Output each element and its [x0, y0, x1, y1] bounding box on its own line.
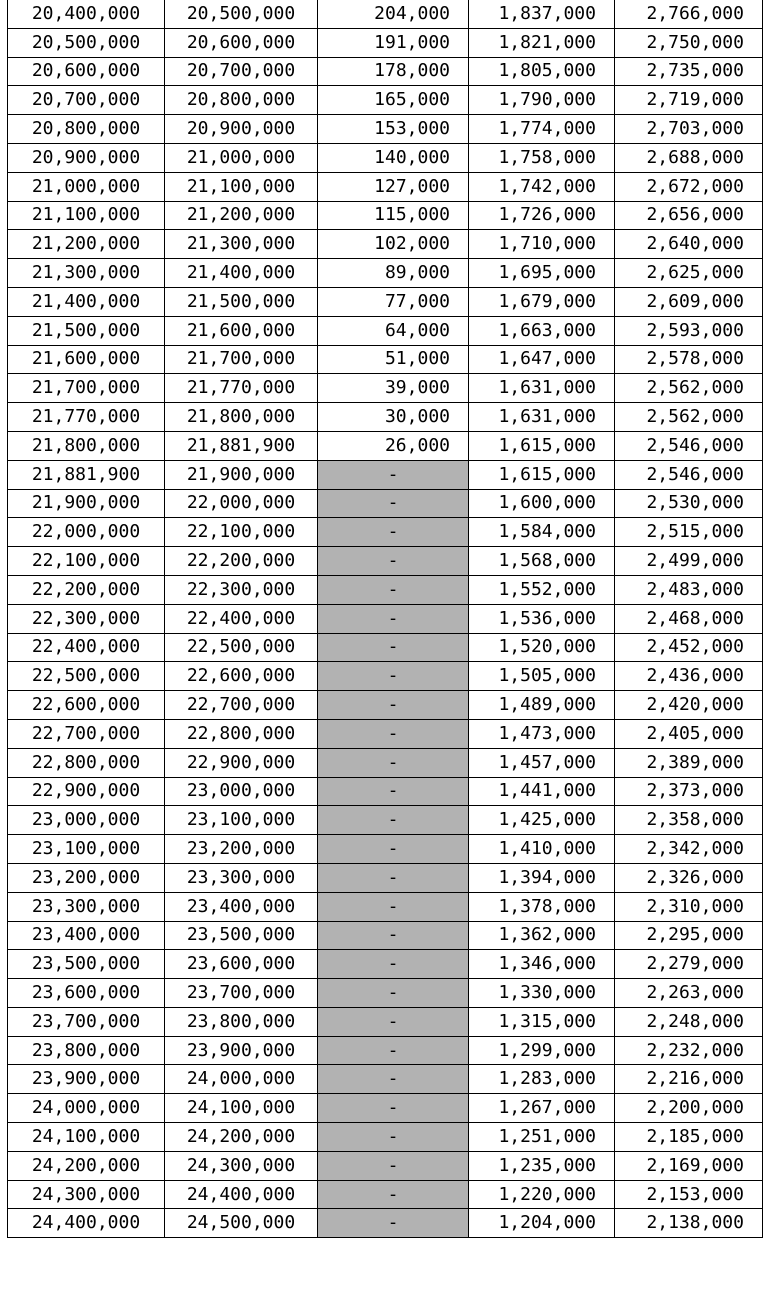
amount-c-cell: 2,703,000	[615, 115, 763, 144]
range-from-cell: 21,100,000	[8, 201, 165, 230]
range-from-cell: 23,200,000	[8, 863, 165, 892]
amount-b-cell: 1,821,000	[469, 28, 615, 57]
range-to-cell: 22,700,000	[165, 691, 318, 720]
amount-c-cell: 2,326,000	[615, 863, 763, 892]
amount-c-cell: 2,719,000	[615, 86, 763, 115]
amount-b-cell: 1,790,000	[469, 86, 615, 115]
amount-c-cell: 2,200,000	[615, 1094, 763, 1123]
table-row	[8, 57, 763, 86]
amount-c-cell: 2,515,000	[615, 518, 763, 547]
range-from-cell: 23,100,000	[8, 835, 165, 864]
amount-c-cell: 2,483,000	[615, 575, 763, 604]
amount-c-cell: 2,248,000	[615, 1007, 763, 1036]
amount-b-cell: 1,805,000	[469, 57, 615, 86]
range-from-cell: 24,200,000	[8, 1151, 165, 1180]
amount-b-cell: 1,536,000	[469, 604, 615, 633]
amount-c-cell: 2,562,000	[615, 403, 763, 432]
empty-shaded-cell: -	[318, 835, 469, 864]
range-to-cell: 20,500,000	[165, 0, 318, 28]
amount-a-cell: 64,000	[318, 316, 469, 345]
table-row	[8, 633, 763, 662]
table-row	[8, 201, 763, 230]
range-from-cell: 22,400,000	[8, 633, 165, 662]
amount-c-cell: 2,263,000	[615, 979, 763, 1008]
amount-c-cell: 2,389,000	[615, 748, 763, 777]
amount-c-cell: 2,405,000	[615, 719, 763, 748]
empty-shaded-cell: -	[318, 575, 469, 604]
amount-c-cell: 2,546,000	[615, 431, 763, 460]
range-to-cell: 23,100,000	[165, 806, 318, 835]
range-from-cell: 20,400,000	[8, 0, 165, 28]
range-from-cell: 22,500,000	[8, 662, 165, 691]
empty-shaded-cell: -	[318, 460, 469, 489]
amount-c-cell: 2,310,000	[615, 892, 763, 921]
amount-b-cell: 1,267,000	[469, 1094, 615, 1123]
empty-shaded-cell: -	[318, 1123, 469, 1152]
amount-a-cell: 127,000	[318, 172, 469, 201]
amount-c-cell: 2,295,000	[615, 921, 763, 950]
range-from-cell: 20,700,000	[8, 86, 165, 115]
range-from-cell: 22,200,000	[8, 575, 165, 604]
amount-c-cell: 2,169,000	[615, 1151, 763, 1180]
amount-c-cell: 2,216,000	[615, 1065, 763, 1094]
amount-b-cell: 1,600,000	[469, 489, 615, 518]
amount-b-cell: 1,679,000	[469, 287, 615, 316]
amount-a-cell: 30,000	[318, 403, 469, 432]
table-row	[8, 777, 763, 806]
amount-b-cell: 1,204,000	[469, 1209, 615, 1238]
range-to-cell: 20,900,000	[165, 115, 318, 144]
range-to-cell: 23,400,000	[165, 892, 318, 921]
empty-shaded-cell: -	[318, 489, 469, 518]
table-row	[8, 1151, 763, 1180]
range-from-cell: 21,400,000	[8, 287, 165, 316]
amount-a-cell: 39,000	[318, 374, 469, 403]
amount-a-cell: 153,000	[318, 115, 469, 144]
range-from-cell: 23,300,000	[8, 892, 165, 921]
table-row	[8, 259, 763, 288]
amount-b-cell: 1,615,000	[469, 431, 615, 460]
table-row	[8, 950, 763, 979]
amount-table	[7, 0, 763, 1238]
empty-shaded-cell: -	[318, 1007, 469, 1036]
amount-c-cell: 2,530,000	[615, 489, 763, 518]
range-from-cell: 23,800,000	[8, 1036, 165, 1065]
range-to-cell: 21,100,000	[165, 172, 318, 201]
range-to-cell: 24,400,000	[165, 1180, 318, 1209]
range-to-cell: 22,900,000	[165, 748, 318, 777]
range-to-cell: 22,300,000	[165, 575, 318, 604]
amount-c-cell: 2,593,000	[615, 316, 763, 345]
range-to-cell: 21,600,000	[165, 316, 318, 345]
amount-table-body	[8, 0, 763, 1238]
range-to-cell: 24,100,000	[165, 1094, 318, 1123]
table-row	[8, 287, 763, 316]
range-to-cell: 20,600,000	[165, 28, 318, 57]
empty-shaded-cell: -	[318, 950, 469, 979]
amount-c-cell: 2,232,000	[615, 1036, 763, 1065]
amount-b-cell: 1,726,000	[469, 201, 615, 230]
amount-b-cell: 1,663,000	[469, 316, 615, 345]
range-to-cell: 22,000,000	[165, 489, 318, 518]
range-to-cell: 21,000,000	[165, 143, 318, 172]
amount-b-cell: 1,837,000	[469, 0, 615, 28]
amount-b-cell: 1,394,000	[469, 863, 615, 892]
range-from-cell: 23,700,000	[8, 1007, 165, 1036]
range-from-cell: 23,600,000	[8, 979, 165, 1008]
table-row	[8, 748, 763, 777]
table-row	[8, 1036, 763, 1065]
range-to-cell: 21,700,000	[165, 345, 318, 374]
range-from-cell: 22,700,000	[8, 719, 165, 748]
range-to-cell: 22,100,000	[165, 518, 318, 547]
table-row	[8, 316, 763, 345]
table-row	[8, 230, 763, 259]
empty-shaded-cell: -	[318, 863, 469, 892]
range-from-cell: 20,600,000	[8, 57, 165, 86]
amount-c-cell: 2,735,000	[615, 57, 763, 86]
table-row	[8, 1007, 763, 1036]
amount-a-cell: 204,000	[318, 0, 469, 28]
amount-c-cell: 2,436,000	[615, 662, 763, 691]
amount-b-cell: 1,552,000	[469, 575, 615, 604]
table-row	[8, 892, 763, 921]
range-to-cell: 23,000,000	[165, 777, 318, 806]
amount-b-cell: 1,330,000	[469, 979, 615, 1008]
table-row	[8, 547, 763, 576]
table-row	[8, 403, 763, 432]
empty-shaded-cell: -	[318, 1151, 469, 1180]
amount-c-cell: 2,468,000	[615, 604, 763, 633]
table-row	[8, 835, 763, 864]
amount-b-cell: 1,283,000	[469, 1065, 615, 1094]
amount-c-cell: 2,578,000	[615, 345, 763, 374]
range-from-cell: 24,300,000	[8, 1180, 165, 1209]
range-to-cell: 21,500,000	[165, 287, 318, 316]
amount-b-cell: 1,473,000	[469, 719, 615, 748]
amount-b-cell: 1,378,000	[469, 892, 615, 921]
table-row	[8, 374, 763, 403]
amount-c-cell: 2,153,000	[615, 1180, 763, 1209]
amount-c-cell: 2,279,000	[615, 950, 763, 979]
range-to-cell: 23,600,000	[165, 950, 318, 979]
range-to-cell: 23,200,000	[165, 835, 318, 864]
table-row	[8, 460, 763, 489]
amount-c-cell: 2,609,000	[615, 287, 763, 316]
amount-c-cell: 2,562,000	[615, 374, 763, 403]
range-from-cell: 22,800,000	[8, 748, 165, 777]
amount-c-cell: 2,656,000	[615, 201, 763, 230]
range-to-cell: 22,600,000	[165, 662, 318, 691]
amount-b-cell: 1,647,000	[469, 345, 615, 374]
range-to-cell: 21,900,000	[165, 460, 318, 489]
amount-c-cell: 2,750,000	[615, 28, 763, 57]
table-row	[8, 0, 763, 28]
empty-shaded-cell: -	[318, 979, 469, 1008]
range-to-cell: 21,770,000	[165, 374, 318, 403]
amount-b-cell: 1,410,000	[469, 835, 615, 864]
range-from-cell: 21,881,900	[8, 460, 165, 489]
range-to-cell: 22,500,000	[165, 633, 318, 662]
amount-c-cell: 2,452,000	[615, 633, 763, 662]
amount-b-cell: 1,315,000	[469, 1007, 615, 1036]
range-to-cell: 21,881,900	[165, 431, 318, 460]
range-from-cell: 20,900,000	[8, 143, 165, 172]
amount-c-cell: 2,672,000	[615, 172, 763, 201]
amount-c-cell: 2,546,000	[615, 460, 763, 489]
amount-b-cell: 1,631,000	[469, 374, 615, 403]
amount-b-cell: 1,441,000	[469, 777, 615, 806]
range-to-cell: 20,800,000	[165, 86, 318, 115]
range-from-cell: 21,800,000	[8, 431, 165, 460]
range-from-cell: 21,900,000	[8, 489, 165, 518]
empty-shaded-cell: -	[318, 518, 469, 547]
range-from-cell: 21,000,000	[8, 172, 165, 201]
amount-a-cell: 178,000	[318, 57, 469, 86]
amount-c-cell: 2,625,000	[615, 259, 763, 288]
range-from-cell: 24,000,000	[8, 1094, 165, 1123]
range-from-cell: 21,600,000	[8, 345, 165, 374]
amount-a-cell: 51,000	[318, 345, 469, 374]
amount-b-cell: 1,695,000	[469, 259, 615, 288]
amount-c-cell: 2,373,000	[615, 777, 763, 806]
range-to-cell: 24,200,000	[165, 1123, 318, 1152]
empty-shaded-cell: -	[318, 719, 469, 748]
range-to-cell: 22,800,000	[165, 719, 318, 748]
amount-a-cell: 102,000	[318, 230, 469, 259]
table-row	[8, 719, 763, 748]
range-to-cell: 22,400,000	[165, 604, 318, 633]
range-to-cell: 22,200,000	[165, 547, 318, 576]
amount-b-cell: 1,742,000	[469, 172, 615, 201]
empty-shaded-cell: -	[318, 691, 469, 720]
table-row	[8, 806, 763, 835]
range-from-cell: 23,000,000	[8, 806, 165, 835]
table-row	[8, 172, 763, 201]
range-from-cell: 22,900,000	[8, 777, 165, 806]
amount-b-cell: 1,457,000	[469, 748, 615, 777]
amount-b-cell: 1,710,000	[469, 230, 615, 259]
amount-b-cell: 1,251,000	[469, 1123, 615, 1152]
amount-a-cell: 165,000	[318, 86, 469, 115]
amount-b-cell: 1,568,000	[469, 547, 615, 576]
range-from-cell: 22,100,000	[8, 547, 165, 576]
amount-b-cell: 1,299,000	[469, 1036, 615, 1065]
empty-shaded-cell: -	[318, 1094, 469, 1123]
table-row	[8, 1094, 763, 1123]
amount-b-cell: 1,346,000	[469, 950, 615, 979]
empty-shaded-cell: -	[318, 748, 469, 777]
empty-shaded-cell: -	[318, 806, 469, 835]
table-row	[8, 518, 763, 547]
amount-b-cell: 1,235,000	[469, 1151, 615, 1180]
amount-c-cell: 2,688,000	[615, 143, 763, 172]
empty-shaded-cell: -	[318, 777, 469, 806]
range-to-cell: 24,000,000	[165, 1065, 318, 1094]
range-from-cell: 20,800,000	[8, 115, 165, 144]
table-row	[8, 1065, 763, 1094]
empty-shaded-cell: -	[318, 1065, 469, 1094]
range-from-cell: 21,700,000	[8, 374, 165, 403]
amount-a-cell: 191,000	[318, 28, 469, 57]
empty-shaded-cell: -	[318, 1180, 469, 1209]
amount-b-cell: 1,505,000	[469, 662, 615, 691]
table-row	[8, 979, 763, 1008]
table-row	[8, 345, 763, 374]
table-row	[8, 1209, 763, 1238]
amount-c-cell: 2,420,000	[615, 691, 763, 720]
table-row	[8, 115, 763, 144]
range-from-cell: 23,500,000	[8, 950, 165, 979]
amount-c-cell: 2,640,000	[615, 230, 763, 259]
range-to-cell: 24,300,000	[165, 1151, 318, 1180]
table-row	[8, 1180, 763, 1209]
amount-b-cell: 1,520,000	[469, 633, 615, 662]
amount-b-cell: 1,615,000	[469, 460, 615, 489]
amount-c-cell: 2,185,000	[615, 1123, 763, 1152]
table-row	[8, 431, 763, 460]
table-row	[8, 575, 763, 604]
table-row	[8, 662, 763, 691]
amount-b-cell: 1,758,000	[469, 143, 615, 172]
amount-b-cell: 1,220,000	[469, 1180, 615, 1209]
empty-shaded-cell: -	[318, 604, 469, 633]
table-row	[8, 143, 763, 172]
empty-shaded-cell: -	[318, 547, 469, 576]
table-row	[8, 691, 763, 720]
range-from-cell: 23,900,000	[8, 1065, 165, 1094]
range-from-cell: 22,000,000	[8, 518, 165, 547]
range-from-cell: 21,770,000	[8, 403, 165, 432]
amount-b-cell: 1,362,000	[469, 921, 615, 950]
range-to-cell: 21,300,000	[165, 230, 318, 259]
amount-c-cell: 2,358,000	[615, 806, 763, 835]
range-to-cell: 23,300,000	[165, 863, 318, 892]
range-from-cell: 23,400,000	[8, 921, 165, 950]
amount-c-cell: 2,138,000	[615, 1209, 763, 1238]
table-row	[8, 863, 763, 892]
range-from-cell: 24,400,000	[8, 1209, 165, 1238]
table-row	[8, 604, 763, 633]
range-to-cell: 23,800,000	[165, 1007, 318, 1036]
amount-b-cell: 1,489,000	[469, 691, 615, 720]
amount-b-cell: 1,425,000	[469, 806, 615, 835]
range-from-cell: 22,600,000	[8, 691, 165, 720]
amount-a-cell: 26,000	[318, 431, 469, 460]
range-to-cell: 23,900,000	[165, 1036, 318, 1065]
range-to-cell: 23,500,000	[165, 921, 318, 950]
range-to-cell: 21,400,000	[165, 259, 318, 288]
amount-c-cell: 2,499,000	[615, 547, 763, 576]
empty-shaded-cell: -	[318, 1209, 469, 1238]
amount-b-cell: 1,774,000	[469, 115, 615, 144]
range-from-cell: 22,300,000	[8, 604, 165, 633]
range-to-cell: 23,700,000	[165, 979, 318, 1008]
empty-shaded-cell: -	[318, 633, 469, 662]
table-row	[8, 86, 763, 115]
empty-shaded-cell: -	[318, 662, 469, 691]
amount-c-cell: 2,342,000	[615, 835, 763, 864]
table-row	[8, 921, 763, 950]
range-to-cell: 24,500,000	[165, 1209, 318, 1238]
table-row	[8, 28, 763, 57]
range-from-cell: 21,300,000	[8, 259, 165, 288]
range-from-cell: 21,200,000	[8, 230, 165, 259]
range-to-cell: 21,200,000	[165, 201, 318, 230]
amount-b-cell: 1,631,000	[469, 403, 615, 432]
amount-b-cell: 1,584,000	[469, 518, 615, 547]
empty-shaded-cell: -	[318, 921, 469, 950]
amount-a-cell: 77,000	[318, 287, 469, 316]
range-from-cell: 21,500,000	[8, 316, 165, 345]
range-from-cell: 24,100,000	[8, 1123, 165, 1152]
amount-a-cell: 140,000	[318, 143, 469, 172]
range-to-cell: 20,700,000	[165, 57, 318, 86]
amount-c-cell: 2,766,000	[615, 0, 763, 28]
table-row	[8, 1123, 763, 1152]
amount-a-cell: 89,000	[318, 259, 469, 288]
empty-shaded-cell: -	[318, 1036, 469, 1065]
table-row	[8, 489, 763, 518]
range-to-cell: 21,800,000	[165, 403, 318, 432]
empty-shaded-cell: -	[318, 892, 469, 921]
amount-a-cell: 115,000	[318, 201, 469, 230]
range-from-cell: 20,500,000	[8, 28, 165, 57]
